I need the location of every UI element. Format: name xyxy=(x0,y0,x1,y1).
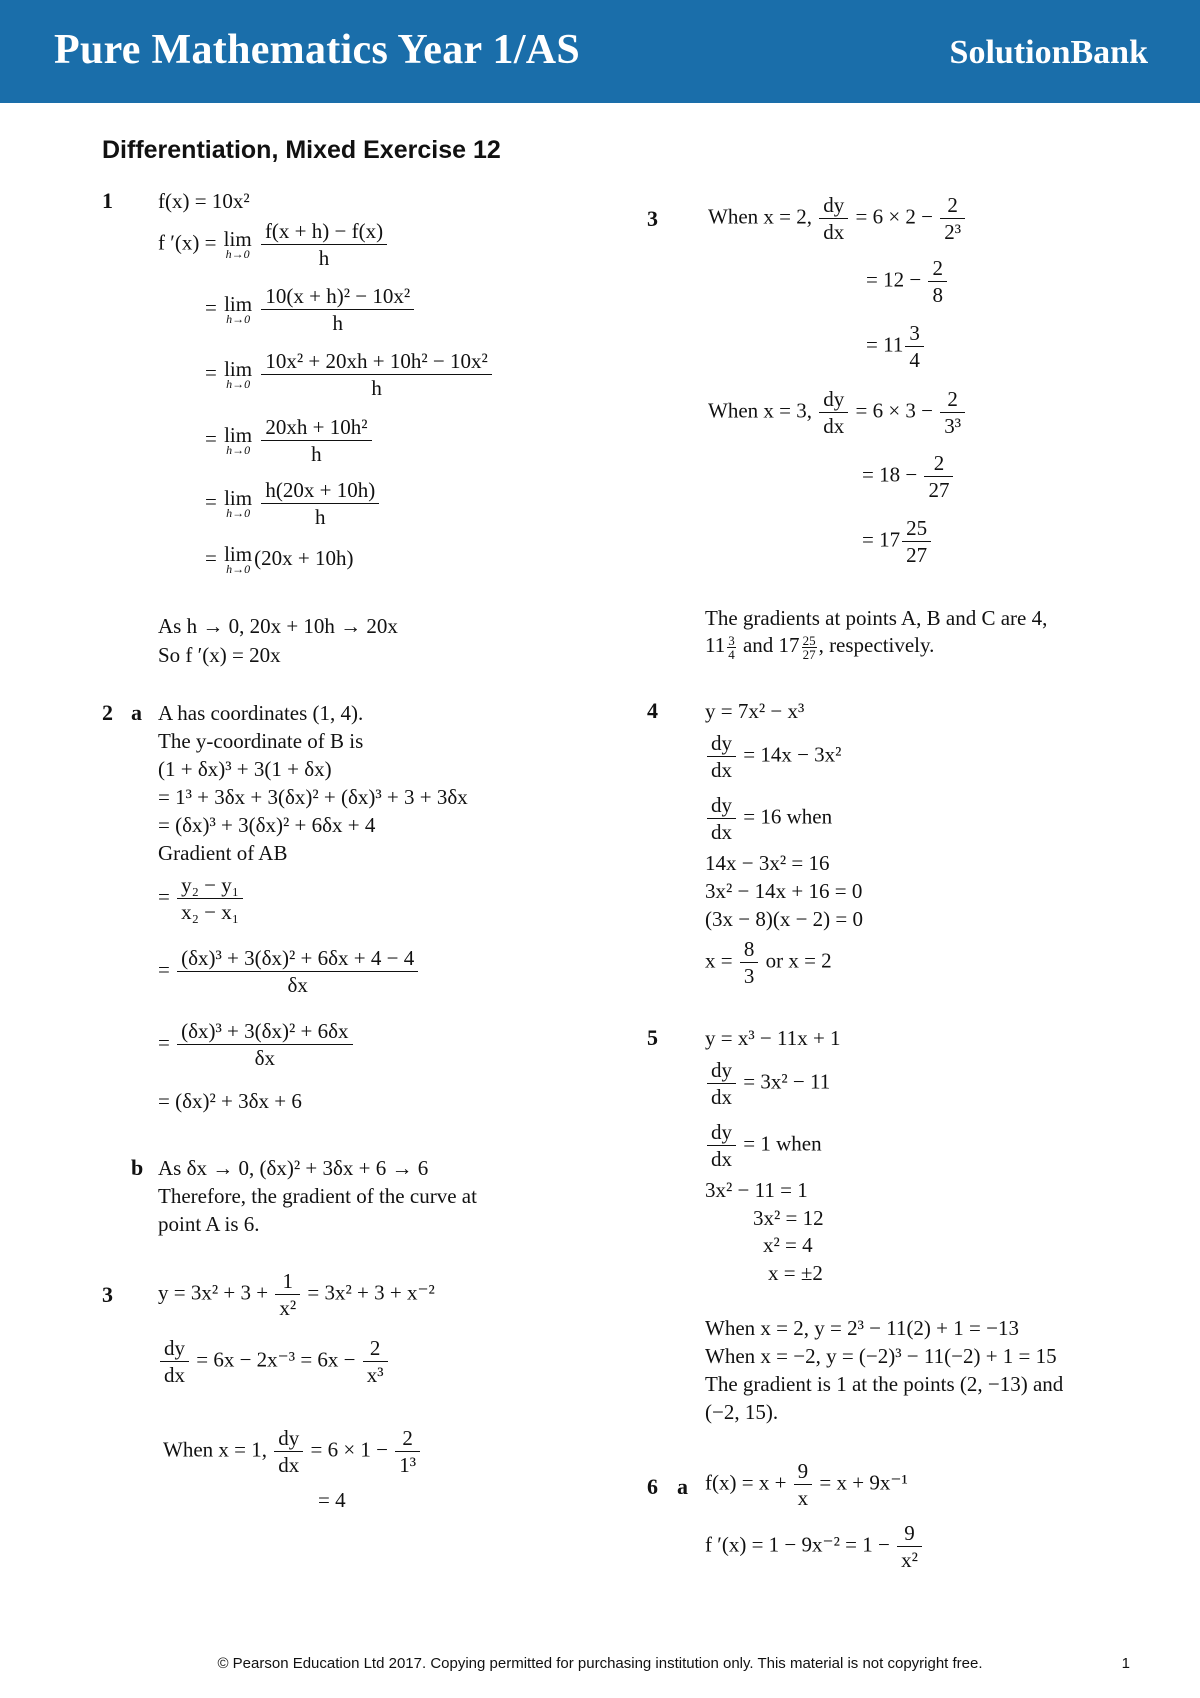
q3-line-deriv: $\frac{dy}{dx}$ = 6x − 2x⁻³ = 6x − $\frac{2}{\text{x³}}$ xyxy=(158,1335,390,1388)
question-number-3-cont: 3 xyxy=(647,206,658,231)
q1-step-2: = lim h→0 $\frac{\text{10(x + h)² − 10x²}}{h}$ xyxy=(205,283,416,336)
q3-result-x1: = 4 xyxy=(318,1488,346,1512)
q3-line-y: y = 3x² + 3 + $\frac{1}{\text{x²}}$ = 3x² + 3 + x⁻² xyxy=(158,1269,435,1320)
q5-deriv-2: $\frac{dy}{dx}$ = 1 when xyxy=(705,1119,822,1172)
q2-part-a: a xyxy=(131,700,142,725)
q4-deriv-1: $\frac{dy}{dx}$ = 14x − 3x² xyxy=(705,730,841,783)
q5-deriv-1: $\frac{dy}{dx}$ = 3x² − 11 xyxy=(705,1057,830,1110)
q2-b-line-3: point A is 6. xyxy=(158,1212,260,1236)
q4-line-1: y = 7x² − x³ xyxy=(705,699,805,723)
q1-so: So f ′(x) = 20x xyxy=(158,643,281,667)
q3-x2-step-1: = 12 − $\frac{2}{8}$ xyxy=(866,255,949,308)
q2-gradient-3: = $\frac{\text{(δx)³ + 3(δx)² + 6δx}}{\delta x}$ xyxy=(158,1018,355,1071)
question-number-5: 5 xyxy=(647,1025,658,1050)
q5-line-3: 3x² = 12 xyxy=(753,1206,824,1230)
q2-line-5: = (δx)³ + 3(δx)² + 6δx + 4 xyxy=(158,813,376,837)
page-number: 1 xyxy=(1121,1655,1130,1672)
q2-line-2: The y-coordinate of B is xyxy=(158,729,364,753)
q5-when-2: When x = −2, y = (−2)³ − 11(−2) + 1 = 15 xyxy=(705,1344,1057,1368)
q3-conclusion-2: 11 $\frac{3}{4}$ and 17 $\frac{25}{27}$ , respectively. xyxy=(705,632,935,662)
q1-as: As h → 0, 20x + 10h → 20x xyxy=(158,614,398,638)
q3-when-x1: When x = 1, $\frac{dy}{dx}$ = 6 × 1 − $\frac{2}{\text{1³}}$ xyxy=(163,1425,422,1478)
q2-b-line-1: As δx → 0, (δx)² + 3δx + 6 → 6 xyxy=(158,1156,429,1180)
q4-line-2: 14x − 3x² = 16 xyxy=(705,851,830,875)
question-number-2: 2 xyxy=(102,700,113,725)
q4-deriv-2: $\frac{dy}{dx}$ = 16 when xyxy=(705,792,832,845)
q1-step-3: = lim h→0 $\frac{\text{10x² + 20xh + 10h² − 10x²}}{h}$ xyxy=(205,348,494,401)
q3-x3-step-2: = 17 $\frac{25}{27}$ xyxy=(862,515,933,568)
q5-conclusion-1: The gradient is 1 at the points (2, −13) and xyxy=(705,1372,1064,1396)
q5-line-4: x² = 4 xyxy=(763,1233,813,1257)
q6-part-a: a xyxy=(677,1474,688,1499)
q2-part-b: b xyxy=(131,1155,144,1180)
question-number-6: 6 xyxy=(647,1474,658,1499)
page-title: Differentiation, Mixed Exercise 12 xyxy=(102,136,501,164)
book-title: Pure Mathematics Year 1/AS xyxy=(54,27,581,73)
q1-step-6: = lim h→0 (20x + 10h) xyxy=(205,542,354,576)
brand-logo-text: SolutionBank xyxy=(949,34,1148,71)
question-number-1: 1 xyxy=(102,188,113,213)
q1-step-1: f ′(x) = lim h→0 $\frac{f(x + h) - f(x)}{h}$ xyxy=(158,218,389,271)
q2-gradient-4: = (δx)² + 3δx + 6 xyxy=(158,1089,302,1113)
q2-line-1: A has coordinates (1, 4). xyxy=(158,701,364,725)
q2-gradient-1: = $\frac{\text{y₂ − y₁}}{\text{x₂ − x₁}}$ xyxy=(158,872,245,925)
q5-when-1: When x = 2, y = 2³ − 11(2) + 1 = −13 xyxy=(705,1316,1019,1340)
q5-line-1: y = x³ − 11x + 1 xyxy=(705,1026,841,1050)
q3-conclusion-1: The gradients at points A, B and C are 4, xyxy=(705,606,1048,630)
q2-gradient-2: = $\frac{\text{(δx)³ + 3(δx)² + 6δx + 4 − 4}}{\delta x}$ xyxy=(158,945,420,998)
q1-step-4: = lim h→0 $\frac{\text{20xh + 10h²}}{h}$ xyxy=(205,414,374,467)
q4-line-3: 3x² − 14x + 16 = 0 xyxy=(705,879,863,903)
q2-b-line-2: Therefore, the gradient of the curve at xyxy=(158,1184,477,1208)
q6-line-2: f ′(x) = 1 − 9x⁻² = 1 − $\frac{9}{\text{x²}}$ xyxy=(705,1520,924,1573)
question-number-3: 3 xyxy=(102,1282,113,1307)
q3-x3-step-1: = 18 − $\frac{2}{27}$ xyxy=(862,450,955,503)
q1-line-fx: f(x) = 10x² xyxy=(158,189,250,213)
q3-when-x2: When x = 2, $\frac{dy}{dx}$ = 6 × 2 − $\frac{2}{\text{2³}}$ xyxy=(708,192,967,245)
q2-line-4: = 1³ + 3δx + 3(δx)² + (δx)³ + 3 + 3δx xyxy=(158,785,468,809)
question-number-4: 4 xyxy=(647,698,658,723)
q3-x2-step-2: = 11 $\frac{3}{4}$ xyxy=(866,320,926,373)
copyright-footer: © Pearson Education Ltd 2017. Copying permitted for purchasing institution only. This material is not copyright free. xyxy=(217,1655,983,1672)
q3-when-x3: When x = 3, $\frac{dy}{dx}$ = 6 × 3 − $\frac{2}{\text{3³}}$ xyxy=(708,386,967,439)
q5-line-2: 3x² − 11 = 1 xyxy=(705,1178,808,1202)
q4-line-5: x = $\frac{8}{3}$ or x = 2 xyxy=(705,937,832,988)
q5-line-5: x = ±2 xyxy=(768,1261,823,1285)
q5-conclusion-2: (−2, 15). xyxy=(705,1400,779,1424)
q2-line-6: Gradient of AB xyxy=(158,841,288,865)
q1-step-5: = lim h→0 $\frac{h(20x + 10h)}{h}$ xyxy=(205,477,381,530)
header-banner xyxy=(0,0,1200,103)
q4-line-4: (3x − 8)(x − 2) = 0 xyxy=(705,907,864,931)
q2-line-3: (1 + δx)³ + 3(1 + δx) xyxy=(158,757,332,781)
q6-line-1: f(x) = x + $\frac{9}{x}$ = x + 9x⁻¹ xyxy=(705,1459,908,1510)
